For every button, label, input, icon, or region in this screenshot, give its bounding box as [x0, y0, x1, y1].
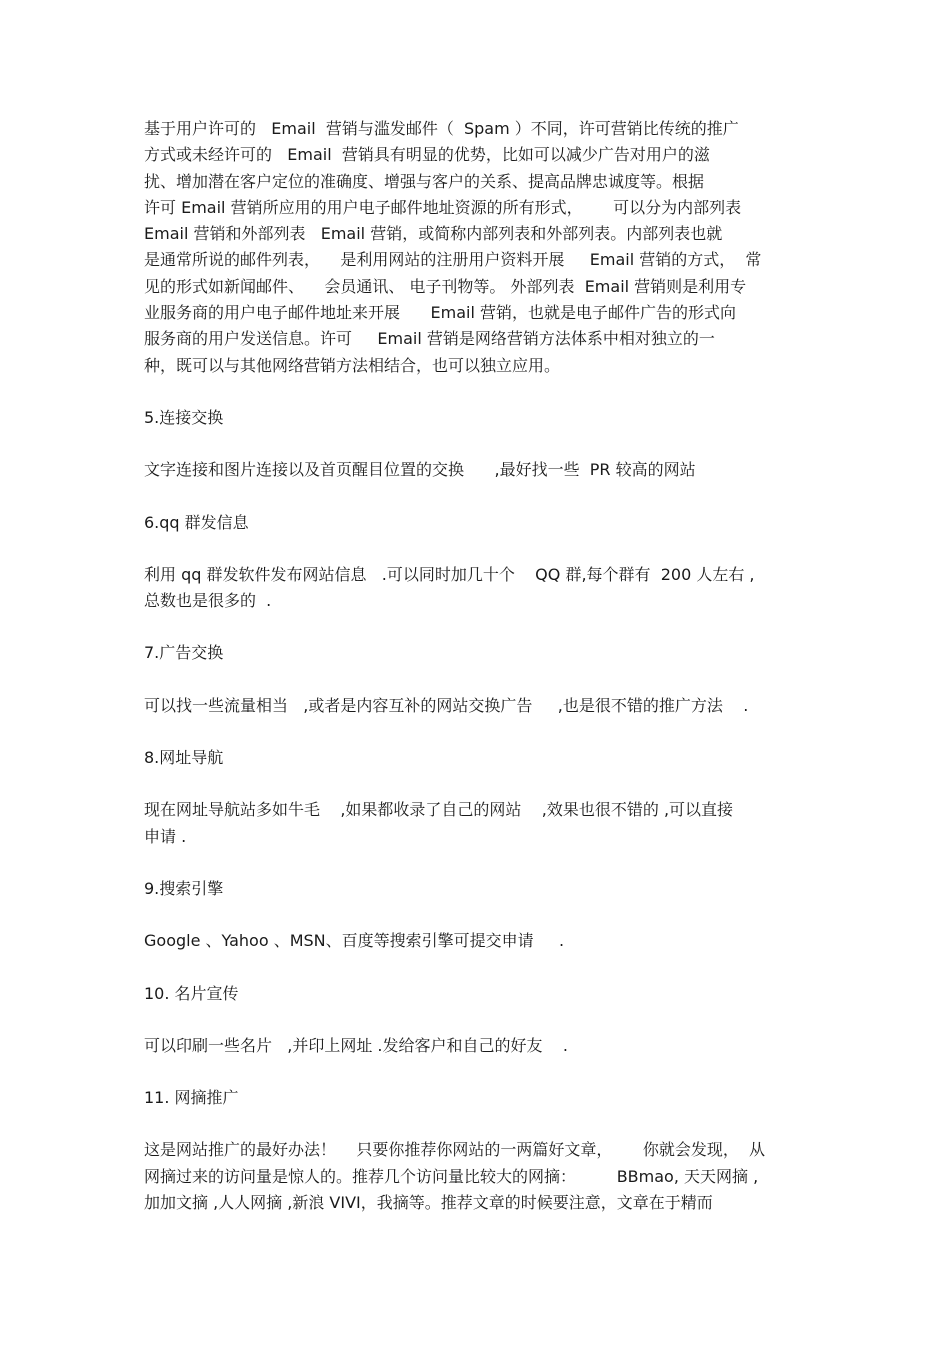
text-line: 网摘过来的访问量是惊人的。推荐几个访问量比较大的网摘： BBmao, 天天网摘 , — [144, 1166, 759, 1186]
text-line: 现在网址导航站多如牛毛 ,如果都收录了自己的网站 ,效果也很不错的 ,可以直接 — [144, 800, 734, 820]
text-line: 申请 . — [144, 826, 187, 846]
section-body-url-navigation — [144, 797, 814, 850]
text-line: 可以找一些流量相当 ,或者是内容互补的网站交换广告 ,也是很不错的推广方法 . — [144, 695, 749, 715]
section-body-bookmark-promotion — [144, 1137, 814, 1216]
text-line: 种，既可以与其他网络营销方法相结合，也可以独立应用。 — [144, 355, 561, 375]
section-body-search-engine — [144, 928, 814, 954]
text-line: 可以印刷一些名片 ,并印上网址 .发给客户和自己的好友 . — [144, 1035, 568, 1055]
section-heading-link-exchange: 5.连接交换 — [144, 407, 224, 427]
section-heading-ad-exchange: 7.广告交换 — [144, 643, 224, 663]
text-line: 文字连接和图片连接以及首页醒目位置的交换 ,最好找一些 PR 较高的网站 — [144, 460, 696, 480]
section-body-business-card — [144, 1033, 814, 1059]
text-line: Email 营销和外部列表 Email 营销，或简称内部列表和外部列表。内部列表也就 — [144, 224, 723, 244]
text-line: 方式或未经许可的 Email 营销具有明显的优势，比如可以减少广告对用户的滋 — [144, 145, 710, 165]
text-line: Google 、Yahoo 、MSN、百度等搜索引擎可提交申请 . — [144, 931, 565, 951]
intro-paragraph — [144, 116, 814, 379]
text-line: 业服务商的用户电子邮件地址来开展 Email 营销，也就是电子邮件广告的形式向 — [144, 303, 736, 323]
text-line: 加加文摘 ,人人网摘 ,新浪 VIVI，我摘等。推荐文章的时候要注意，文章在于精而 — [144, 1193, 713, 1213]
section-body-ad-exchange — [144, 693, 814, 719]
text-line: 许可 Email 营销所应用的用户电子邮件地址资源的所有形式， 可以分为内部列表 — [144, 197, 742, 217]
section-heading-search-engine: 9.搜索引擎 — [144, 878, 224, 898]
section-heading-qq-broadcast: 6.qq 群发信息 — [144, 512, 249, 532]
text-line: 扰、增加潜在客户定位的准确度、增强与客户的关系、提高品牌忠诚度等。根据 — [144, 171, 705, 191]
text-line: 总数也是很多的 . — [144, 591, 272, 611]
text-line: 服务商的用户发送信息。许可 Email 营销是网络营销方法体系中相对独立的一 — [144, 329, 715, 349]
text-line: 是通常所说的邮件列表， 是利用网站的注册用户资料开展 Email 营销的方式， 常 — [144, 250, 762, 270]
text-line: 见的形式如新闻邮件、 会员通讯、 电子刊物等。 外部列表 Email 营销则是利用专 — [144, 276, 747, 296]
section-heading-url-navigation: 8.网址导航 — [144, 748, 224, 768]
section-heading-bookmark-promotion: 11. 网摘推广 — [144, 1088, 239, 1108]
text-line: 这是网站推广的最好办法！ 只要你推荐你网站的一两篇好文章， 你就会发现， 从 — [144, 1140, 766, 1160]
section-heading-business-card: 10. 名片宣传 — [144, 983, 239, 1003]
section-body-qq-broadcast — [144, 562, 814, 615]
text-line: 基于用户许可的 Email 营销与滥发邮件（ Spam ）不同，许可营销比传统的推广 — [144, 119, 739, 138]
text-line: 利用 qq 群发软件发布网站信息 .可以同时加几十个 QQ 群,每个群有 200 人左右 , — [144, 564, 755, 584]
section-body-link-exchange — [144, 457, 814, 483]
document-page — [144, 116, 814, 1216]
